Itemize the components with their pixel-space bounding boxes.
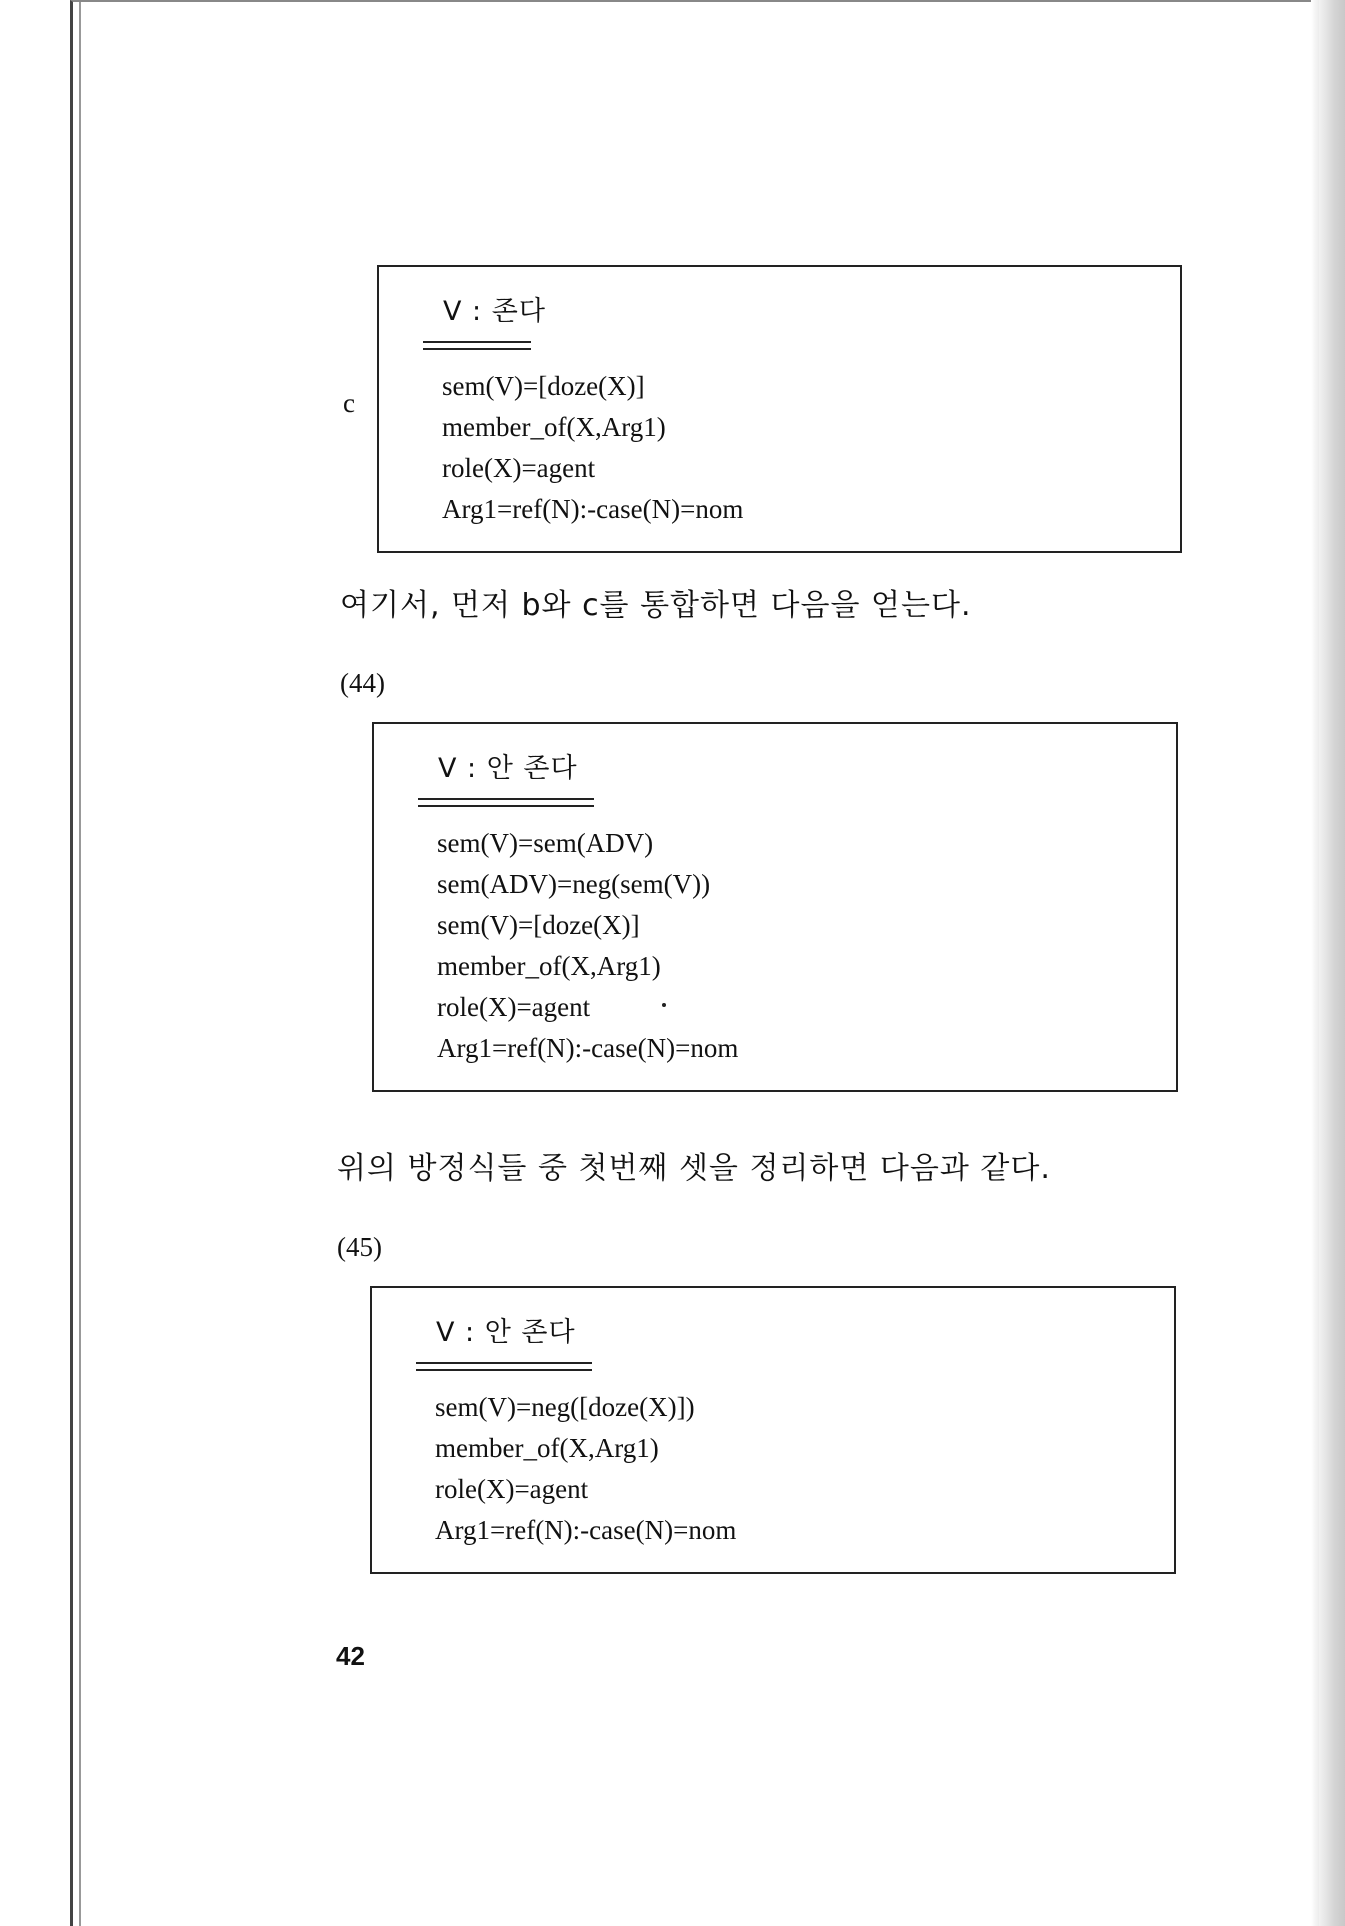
example-45-label: (45) [337,1232,382,1262]
example-44-label: (44) [340,668,385,698]
box-44-line: role(X)=agent [437,992,591,1022]
box-c-label: c [343,388,355,418]
box-c-double-rule [423,341,531,350]
feature-box-45 [370,1286,1176,1574]
box-c-title: V : 존다 [443,296,546,327]
box-44-line: sem(V)=sem(ADV) [437,828,654,858]
box-44-line: member_of(X,Arg1) [437,951,661,981]
page-number: 42 [336,1641,365,1671]
body-paragraph: 여기서, 먼저 b와 c를 통합하면 다음을 얻는다. [340,588,972,623]
box-c-line: Arg1=ref(N):-case(N)=nom [442,494,744,524]
box-c-line: member_of(X,Arg1) [442,412,666,442]
box-45-title: V : 안 존다 [436,1317,576,1348]
page-edge-shadow [1319,0,1345,1926]
box-c-line: role(X)=agent [442,453,596,483]
box-44-title: V : 안 존다 [438,753,578,784]
scan-speck [662,1003,666,1007]
feature-box-44 [372,722,1178,1092]
box-c-line: sem(V)=[doze(X)] [442,371,645,401]
body-paragraph: 위의 방정식들 중 첫번째 셋을 정리하면 다음과 같다. [337,1151,1051,1186]
box-44-double-rule [418,798,594,807]
box-44-line: sem(ADV)=neg(sem(V)) [437,869,711,899]
box-45-line: role(X)=agent [435,1474,589,1504]
box-45-line: member_of(X,Arg1) [435,1433,659,1463]
box-45-line: sem(V)=neg([doze(X)]) [435,1392,695,1422]
box-45-double-rule [416,1362,592,1371]
box-44-line: sem(V)=[doze(X)] [437,910,640,940]
feature-box-c [377,265,1182,553]
box-44-line: Arg1=ref(N):-case(N)=nom [437,1033,739,1063]
box-45-line: Arg1=ref(N):-case(N)=nom [435,1515,737,1545]
